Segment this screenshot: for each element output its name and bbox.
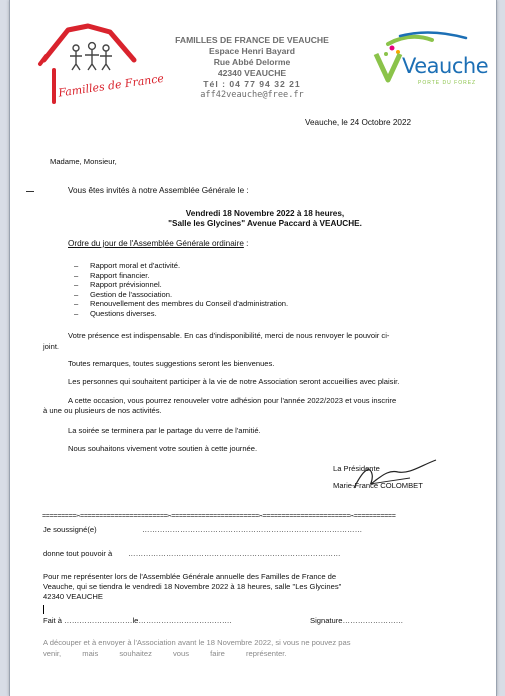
participation-paragraph: Les personnes qui souhaitent participer à la vie de notre Association seront accueillies avec plaisir.: [68, 377, 400, 386]
margin-marker: [26, 191, 34, 192]
representation-line-3: 42340 VEAUCHE: [43, 592, 103, 601]
agenda-item: – Gestion de l'association.: [70, 290, 390, 300]
signature-field[interactable]: Signature……………………: [310, 616, 404, 625]
signature-role: La Présidente: [333, 464, 380, 473]
agenda-item: – Renouvellement des membres du Conseil d'administration.: [70, 299, 390, 309]
pouvoir-label: donne tout pouvoir à: [43, 549, 113, 558]
footer-instruction-line-1: A découper et à envoyer à l'Association avant le 18 Novembre 2022, si vous ne pouvez pas: [43, 638, 351, 647]
agenda-title: Ordre du jour de l'Assemblée Générale ordinaire: [68, 239, 244, 248]
logo-left-text: Familles de France: [57, 71, 165, 100]
event-venue: "Salle les Glycines" Avenue Paccard à VEAUCHE.: [168, 219, 362, 228]
presence-paragraph-line-1: Votre présence est indispensable. En cas d'indisponibilité, merci de nous renvoyer le pouvoir ci-: [68, 331, 390, 340]
email: aff42veauche@free.fr: [200, 90, 304, 100]
org-name: FAMILLES DE FRANCE DE VEAUCHE: [175, 35, 329, 45]
agenda-item: – Rapport moral et d'activité.: [70, 261, 390, 271]
pouvoir-field[interactable]: …………………………………………………………………………: [128, 549, 341, 558]
invitation-line: Vous êtes invités à notre Assemblée Générale le :: [68, 186, 249, 195]
agenda-item: – Questions diverses.: [70, 309, 390, 319]
fait-a-field[interactable]: Fait à ………………………le……………………………….: [43, 616, 232, 625]
cut-line: =========✂=======================✂=======================✂=======================✂===========: [42, 513, 396, 521]
veauche-logo: [370, 30, 489, 90]
address-line-1: Espace Henri Bayard: [209, 46, 295, 56]
suggestions-paragraph: Toutes remarques, toutes suggestions seront les bienvenues.: [68, 359, 275, 368]
date-line: Veauche, le 24 Octobre 2022: [305, 118, 412, 127]
soussigne-label: Je soussigné(e): [43, 525, 97, 534]
agenda-title-line: [68, 239, 248, 249]
text-cursor: [43, 605, 44, 614]
salutation: Madame, Monsieur,: [50, 157, 117, 166]
phone: Tél : 04 77 94 32 21: [203, 79, 301, 89]
familles-de-france-logo: [36, 20, 165, 110]
presence-paragraph-line-2: joint.: [43, 342, 60, 351]
familles-de-france-logo-graphic: [36, 20, 148, 110]
logo-right-text: Veauche: [402, 54, 489, 78]
address-line-3: 42340 VEAUCHE: [217, 68, 287, 78]
support-paragraph: Nous souhaitons vivement votre soutien à cette journée.: [68, 444, 258, 453]
agenda-item: – Rapport prévisionnel.: [70, 280, 390, 290]
closing-paragraph: La soirée se terminera par le partage du verre de l'amitié.: [68, 426, 261, 435]
logo-right-subtitle: PORTE DU FOREZ: [418, 80, 477, 86]
letterhead: [152, 35, 352, 101]
representation-line-1: Pour me représenter lors de l'Assemblée Générale annuelle des Familles de France de: [43, 572, 337, 581]
soussigne-field[interactable]: ……………………………………………………………………………: [142, 525, 363, 534]
handwritten-signature: [350, 458, 440, 494]
agenda-item: – Rapport financier.: [70, 271, 390, 281]
footer-instruction-line-2: venir, mais souhaitez vous faire représenter.: [43, 649, 287, 658]
renewal-paragraph-line-2: à une ou plusieurs de nos activités.: [43, 406, 162, 415]
agenda-list: [70, 261, 390, 318]
address-line-2: Rue Abbé Delorme: [213, 57, 291, 67]
signature-name: Marie-France COLOMBET: [333, 481, 423, 490]
representation-line-2: Veauche, qui se tiendra le vendredi 18 Novembre 2022 à 18 heures, salle "Les Glycines": [43, 582, 342, 591]
event-date: Vendredi 18 Novembre 2022 à 18 heures,: [185, 209, 345, 218]
renewal-paragraph-line-1: A cette occasion, vous pourrez renouveler votre adhésion pour l'année 2022/2023 et vous inscrire: [68, 396, 397, 405]
document-page: [9, 0, 497, 696]
agenda-colon: :: [243, 239, 249, 248]
